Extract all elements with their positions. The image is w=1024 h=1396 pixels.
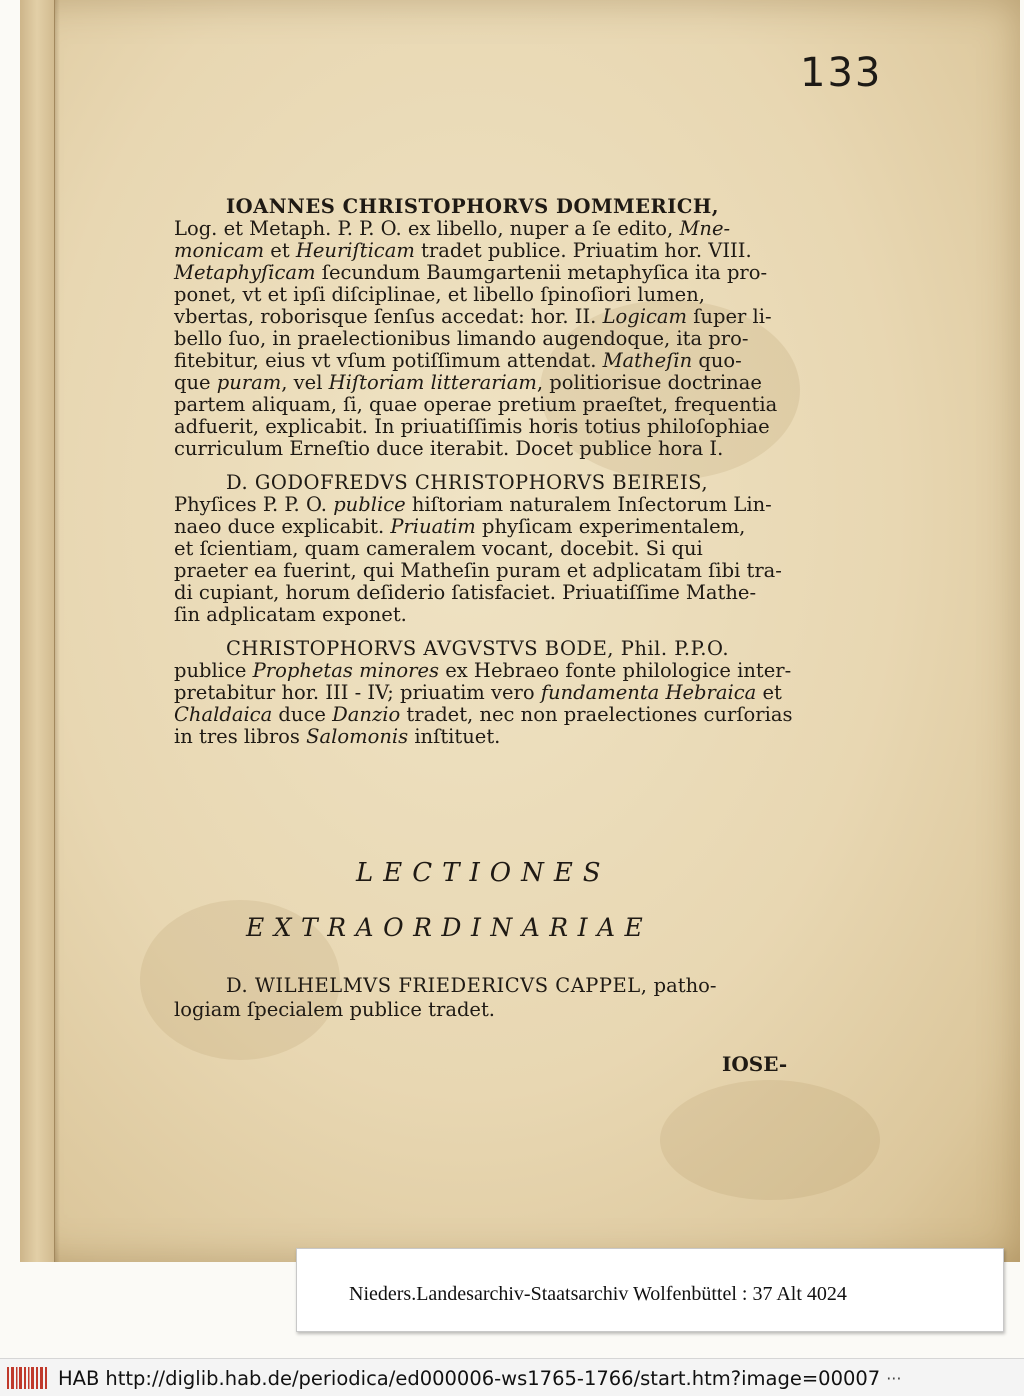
text-italic: Hiſtoriam litterariam bbox=[328, 371, 537, 394]
paper-stain bbox=[660, 1080, 880, 1200]
text-italic: Priuatim bbox=[390, 515, 476, 538]
section-heading-extraordinariae: EXTRAORDINARIAE bbox=[246, 913, 653, 942]
barcode-icon bbox=[6, 1365, 50, 1391]
professor-name: IOANNES CHRISTOPHORVS DOMMERICH, bbox=[226, 195, 720, 218]
professor-name: CHRISTOPHORVS AVGVSTVS BODE, Phil. P.P.O. bbox=[226, 637, 730, 660]
text-line: quo- bbox=[692, 349, 742, 372]
text-italic: publice bbox=[333, 493, 406, 516]
archive-label bbox=[296, 1248, 1004, 1332]
entry-dommerich bbox=[174, 196, 796, 460]
text-line: phyſicam experimentalem, bbox=[475, 515, 746, 538]
text-line: in tres libros bbox=[174, 725, 307, 748]
text-line: publice bbox=[174, 659, 253, 682]
page-number: 133 bbox=[800, 50, 883, 96]
text-line: et bbox=[264, 239, 296, 262]
text-italic: Mne- bbox=[679, 217, 731, 240]
url-footer-bar bbox=[0, 1358, 1024, 1396]
text-line: ſuper li- bbox=[687, 305, 772, 328]
text-italic: monicam bbox=[174, 239, 265, 262]
text-line: Phyſices P. P. O. bbox=[174, 493, 334, 516]
text-line: hiſtoriam naturalem Inſectorum Lin- bbox=[405, 493, 772, 516]
text-line: partem aliquam, ſi, quae operae pretium praeſtet, frequentia bbox=[174, 393, 778, 416]
entry-bode bbox=[174, 638, 796, 748]
ellipsis-icon[interactable]: ··· bbox=[886, 1368, 902, 1388]
text-italic: Heuriſticam bbox=[295, 239, 415, 262]
text-line: patho- bbox=[647, 974, 717, 997]
text-line: et ſcientiam, quam cameralem vocant, docebit. Si qui bbox=[174, 537, 703, 560]
section-heading-lectiones: LECTIONES bbox=[356, 858, 611, 888]
catchword: IOSE- bbox=[722, 1052, 788, 1076]
archive-label-text: Nieders.Landesarchiv-Staatsarchiv Wolfenbüttel : 37 Alt 4024 bbox=[349, 1283, 847, 1305]
text-line: , politiorisue doctrinae bbox=[536, 371, 762, 394]
text-italic: puram bbox=[216, 371, 282, 394]
url-prefix: HAB bbox=[58, 1366, 100, 1390]
text-italic: Prophetas minores bbox=[252, 659, 439, 682]
text-line: di cupiant, horum deſiderio ſatisfaciet. Priuatiſſime Mathe- bbox=[174, 581, 757, 604]
entry-beireis bbox=[174, 472, 796, 626]
text-line: Log. et Metaph. P. P. O. ex libello, nuper a ſe edito, bbox=[174, 217, 680, 240]
text-line: praeter ea fuerint, qui Matheſin puram et adplicatam ſibi tra- bbox=[174, 559, 782, 582]
text-italic: Logicam bbox=[602, 305, 688, 328]
text-line: ponet, vt et ipſi diſciplinae, et libello ſpinoſiori lumen, bbox=[174, 283, 705, 306]
text-italic: Metaphyſicam bbox=[174, 261, 316, 284]
text-italic: Chaldaica bbox=[174, 703, 273, 726]
text-line: naeo duce explicabit. bbox=[174, 515, 391, 538]
text-italic: Danzio bbox=[332, 703, 401, 726]
page-edge-strip bbox=[20, 0, 55, 1262]
text-line: tradet, nec non praelectiones curſorias bbox=[400, 703, 793, 726]
url-link[interactable]: http://diglib.hab.de/periodica/ed000006-ws1765-1766/start.htm?image=00007 bbox=[105, 1366, 881, 1390]
text-line: , vel bbox=[281, 371, 329, 394]
professor-name: D. WILHELMVS FRIEDERICVS CAPPEL, bbox=[226, 974, 648, 997]
text-line: curriculum Erneſtio duce iterabit. Docet publice hora I. bbox=[174, 437, 724, 460]
text-line: ſin adplicatam exponet. bbox=[174, 603, 407, 626]
text-line: vbertas, roborisque ſenſus accedat: hor. II. bbox=[174, 305, 603, 328]
text-italic: Matheſin bbox=[602, 349, 693, 372]
main-text bbox=[174, 196, 796, 762]
text-italic: Salomonis bbox=[306, 725, 409, 748]
text-line: ex Hebraeo fonte philologice inter- bbox=[439, 659, 792, 682]
text-line: ſecundum Baumgartenii metaphyſica ita pro- bbox=[315, 261, 768, 284]
entry-cappel bbox=[174, 974, 796, 1022]
text-line: duce bbox=[272, 703, 333, 726]
text-line: tradet publice. Priuatim hor. VIII. bbox=[414, 239, 752, 262]
text-italic: fundamenta Hebraica bbox=[540, 681, 757, 704]
page-fold-shadow bbox=[54, 0, 60, 1262]
text-line: que bbox=[174, 371, 217, 394]
text-line: adfuerit, explicabit. In priuatiſſimis horis totius philoſophiae bbox=[174, 415, 770, 438]
professor-name: D. GODOFREDVS CHRISTOPHORVS BEIREIS, bbox=[226, 471, 709, 494]
text-line: fitebitur, eius vt vſum potiſſimum attendat. bbox=[174, 349, 603, 372]
text-line: bello ſuo, in praelectionibus limando augendoque, ita pro- bbox=[174, 327, 749, 350]
text-line: inſtituet. bbox=[408, 725, 501, 748]
text-line: et bbox=[756, 681, 782, 704]
text-line: logiam ſpecialem publice tradet. bbox=[174, 998, 495, 1021]
text-line: pretabitur hor. III - IV; priuatim vero bbox=[174, 681, 541, 704]
